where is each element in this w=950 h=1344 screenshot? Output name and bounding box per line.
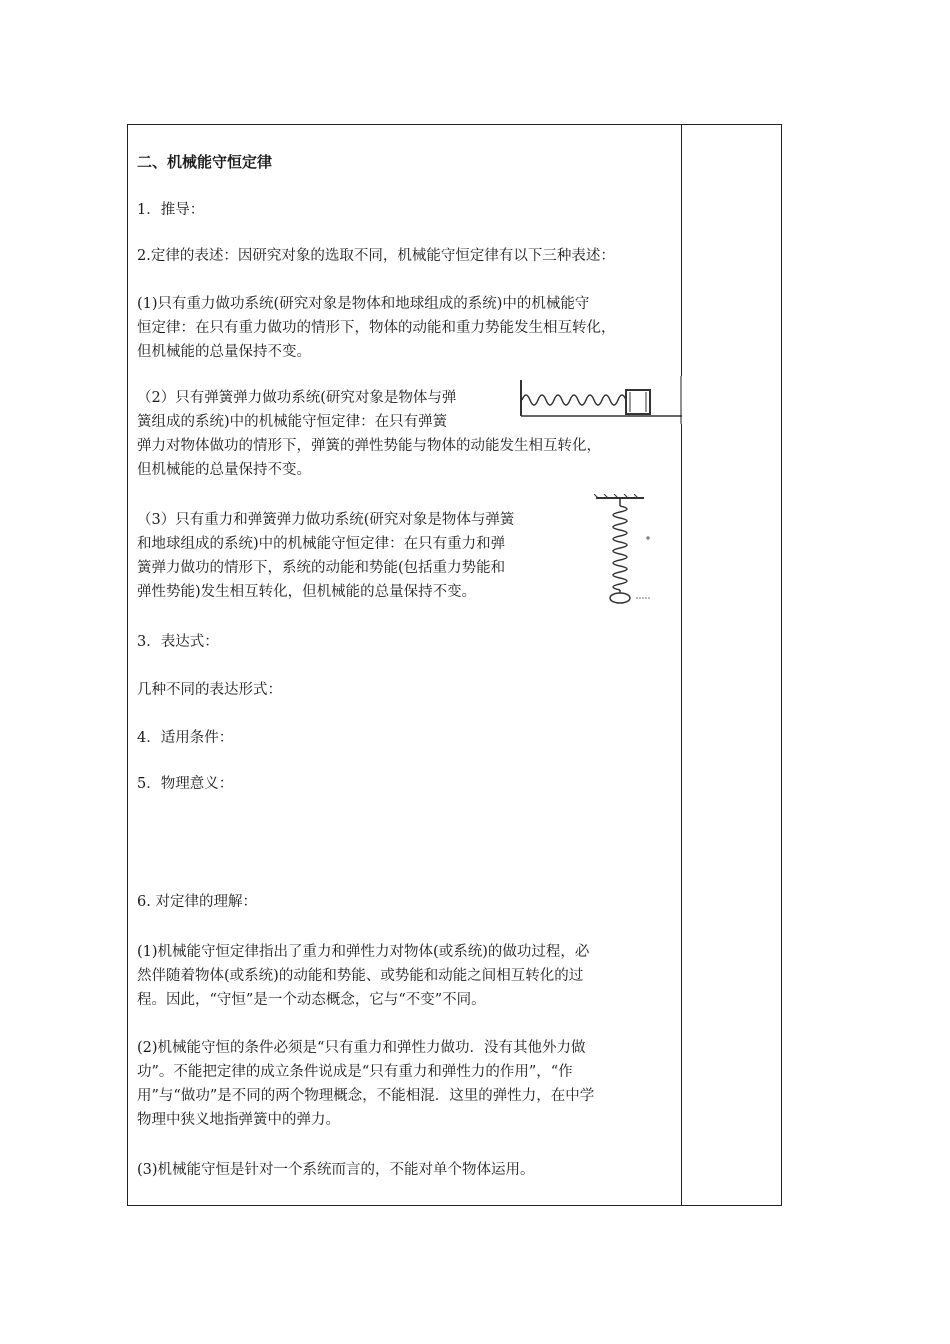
para-1-line: 恒定律：在只有重力做功的情形下，物体的动能和重力势能发生相互转化，	[137, 320, 616, 336]
note-2-line: 功”。不能把定律的成立条件说成是“只有重力和弹性力的作用”，“作	[137, 1064, 573, 1080]
item-3: 3．表达式：	[137, 634, 219, 650]
para-2-line: 弹力对物体做功的情形下，弹簧的弹性势能与物体的动能发生相互转化，	[137, 438, 601, 454]
para-3-line: 弹性势能)发生相互转化，但机械能的总量保持不变。	[137, 584, 477, 600]
note-2-line: 物理中狭义地指弹簧中的弹力。	[137, 1112, 340, 1128]
para-3-line: 和地球组成的系统)中的机械能守恒定律：在只有重力和弹	[137, 536, 506, 552]
note-2-line: (2)机械能守恒的条件必须是“只有重力和弹性力做功．没有其他外力做	[137, 1040, 586, 1056]
item-1: 1．推导：	[137, 202, 205, 218]
para-2-line: （2）只有弹簧弹力做功系统(研究对象是物体与弹	[137, 390, 457, 406]
para-1-line: 但机械能的总量保持不变。	[137, 344, 311, 360]
column-divider	[681, 124, 682, 1206]
note-2-line: 用”与“做功”是不同的两个物理概念，不能相混．这里的弹性力，在中学	[137, 1088, 595, 1104]
section-heading: 二、机械能守恒定律	[137, 153, 273, 171]
para-2-line: 簧组成的系统)中的机械能守恒定律：在只有弹簧	[137, 414, 448, 430]
para-3-line: （3）只有重力和弹簧弹力做功系统(研究对象是物体与弹簧	[137, 512, 515, 528]
note-1-line: (1)机械能守恒定律指出了重力和弹性力对物体(或系统)的做功过程，必	[137, 944, 590, 960]
note-3: (3)机械能守恒是针对一个系统而言的，不能对单个物体运用。	[137, 1162, 535, 1178]
item-4: 4．适用条件：	[137, 730, 234, 746]
para-2-line: 但机械能的总量保持不变。	[137, 462, 311, 478]
item-2: 2.定律的表述：因研究对象的选取不同，机械能守恒定律有以下三种表述：	[137, 248, 615, 264]
vertical-spring-figure	[588, 494, 660, 606]
para-1-line: (1)只有重力做功系统(研究对象是物体和地球组成的系统)中的机械能守	[137, 296, 590, 312]
note-1-line: 然伴随着物体(或系统)的动能和势能、或势能和动能之间相互转化的过	[137, 968, 584, 984]
note-1-line: 程。因此，“守恒”是一个动态概念，它与“不变”不同。	[137, 992, 486, 1008]
item-3-sub: 几种不同的表达形式：	[137, 682, 282, 698]
horizontal-spring-figure	[518, 376, 682, 424]
para-3-line: 簧弹力做功的情形下，系统的动能和势能(包括重力势能和	[137, 560, 506, 576]
item-6: 6. 对定律的理解：	[137, 894, 257, 910]
item-5: 5．物理意义：	[137, 776, 234, 792]
